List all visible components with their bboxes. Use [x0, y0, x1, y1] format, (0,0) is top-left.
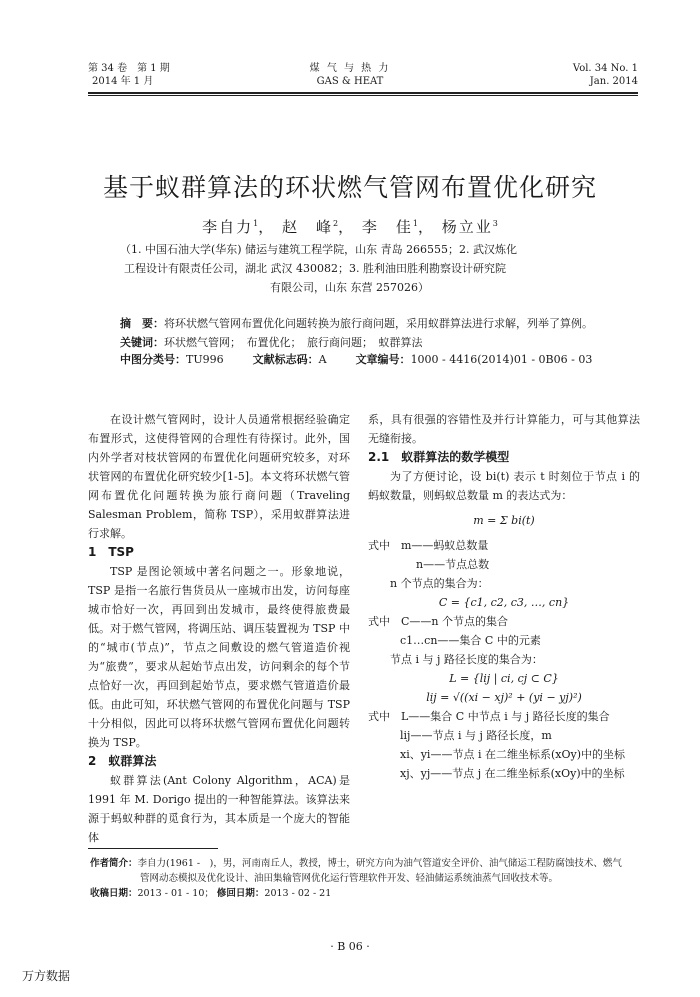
section-heading-1: 1 TSP	[88, 545, 134, 559]
author-list: 李自力$^1$， 赵 峰$^2$， 李 佳$^1$， 杨立业$^3$	[202, 218, 498, 236]
affiliation-line: 工程设计有限责任公司，湖北 武汉 430082；3. 胜利油田胜利勘察设计研究院	[124, 262, 506, 275]
doc-label: 文献标志码：	[252, 353, 319, 366]
footnote-rule	[88, 848, 218, 849]
author-bio-text: 李自力(1961 - )，男，河南南丘人，教授，博士，研究方向为油气管道安全评价、油气储运工程防腐蚀技术、燃气管网动态模拟及优化设计、油田集输管网优化运行管理软件开发、轻油储运系统油蒸气回收技术等。	[137, 858, 622, 884]
where-line: c1…cn——集合 C 中的元素	[400, 634, 541, 647]
author: 李自力$^1$	[202, 218, 259, 236]
model-paragraph: 为了方便讨论，设 bi(t) 表示 t 时刻位于节点 i 的蚂蚁数量，则蚂蚁总数量 m 的表达式为：	[368, 470, 640, 502]
clc-value: TU996	[186, 353, 224, 366]
author-bio-label: 作者简介：	[90, 858, 138, 869]
header-left-vol: 第 34 卷 第 1 期	[88, 63, 170, 74]
section-1-paragraph: TSP 是图论领域中著名问题之一。形象地说，TSP 是指一名旅行售货员从一座城市出发，访问每座城市恰好一次，再回到出发城市，最终使得旅费最低。对于燃气管网，将调压站、调压装置视为 TSP 中的“城市(节点)”，节点之间敷设的燃气管道造价视为“旅费”，要求从起始节点出发，访问剩余的每个节点恰好一次，再回到起始节点，要求燃气管道造价最低。由此可知，环状燃气管网的布置优化问题与 TSP 十分相似，因此可以将环状燃气管网布置优化问题转换为 TSP。	[88, 565, 350, 749]
revised-date: 2013 - 02 - 21	[264, 888, 332, 899]
right-column	[368, 410, 640, 783]
section-heading-2-1: 2.1 蚁群算法的数学模型	[368, 450, 510, 464]
where-line: 式中 C——n 个节点的集合	[368, 615, 508, 628]
keywords-label: 关键词：	[120, 336, 164, 349]
author: 李 佳$^1$	[361, 218, 418, 236]
affiliations	[120, 240, 600, 297]
continued-paragraph: 系，具有很强的容错性及并行计算能力，可与其他算法无缝衔接。	[368, 413, 640, 445]
page-number: · B 06 ·	[330, 940, 370, 953]
author-bio	[90, 856, 630, 886]
received-label: 收稿日期：	[90, 888, 138, 899]
paper-title: 基于蚁群算法的环状燃气管网布置优化研究	[102, 173, 597, 202]
section-2-paragraph: 蚁群算法(Ant Colony Algorithm，ACA)是 1991 年 M. Dorigo 提出的一种智能算法。该算法来源于蚂蚁种群的觅食行为，其本质是一个庞大的智能体	[88, 774, 350, 844]
dates	[90, 886, 630, 901]
article-value: 1000 - 4416(2014)01 - 0B06 - 03	[410, 353, 593, 366]
header-rule	[88, 92, 638, 94]
watermark: 万方数据	[22, 969, 71, 983]
where-line: 式中 m——蚂蚁总数量	[368, 539, 489, 552]
author: 赵 峰$^2$	[282, 218, 339, 236]
clc-label: 中图分类号：	[120, 353, 186, 366]
abstract-block	[90, 315, 620, 368]
equation-node-set: C = {c1, c2, c3, …, cn}	[438, 596, 570, 609]
affiliation-line: （1. 中国石油大学(华东) 储运与建筑工程学院，山东 青岛 266555；2. 武汉炼化	[120, 243, 518, 256]
intro-paragraph: 在设计燃气管网时，设计人员通常根据经验确定布置形式，这使得管网的合理性有待探讨。此外，国内外学者对枝状管网的布置优化问题研究较多，对环状管网的布置优化研究较少[1-5]。本文将环状燃气管网布置优化问题转换为旅行商问题（Traveling Salesman Problem，简称 TSP），采用蚁群算法进行求解。	[88, 413, 350, 540]
where-line: 式中 L——集合 C 中节点 i 与 j 路径长度的集合	[368, 710, 610, 723]
abstract-label: 摘 要：	[120, 317, 164, 330]
abstract	[90, 315, 620, 332]
node-set-paragraph: n 个节点的集合为：	[390, 577, 489, 590]
footnote	[90, 856, 630, 901]
header-rule-thin	[88, 95, 638, 96]
journal-name-en: GAS & HEAT	[316, 76, 384, 87]
header-right-vol: Vol. 34 No. 1	[572, 63, 638, 74]
abstract-text: 将环状燃气管网布置优化问题转换为旅行商问题，采用蚁群算法进行求解，列举了算例。	[164, 317, 593, 330]
keywords	[90, 334, 620, 351]
where-line: xj、yj——节点 j 在二维坐标系(xOy)中的坐标	[400, 767, 625, 780]
where-line: n——节点总数	[416, 558, 490, 571]
header-right-date: Jan. 2014	[589, 76, 638, 87]
where-line: xi、yi——节点 i 在二维坐标系(xOy)中的坐标	[400, 748, 625, 761]
revised-label: 修回日期：	[216, 888, 265, 899]
left-column	[88, 410, 350, 847]
header-left-date: 2014 年 1 月	[92, 76, 154, 87]
article-label: 文章编号：	[355, 353, 411, 366]
received-date: 2013 - 01 - 10；	[137, 888, 214, 899]
equation-ant-total: m = Σ bi(t)	[473, 514, 535, 527]
author: 杨立业$^3$	[441, 218, 498, 236]
equation-path-length: lij = √((xi − xj)² + (yi − yj)²)	[426, 691, 582, 704]
header-volume-en	[573, 62, 638, 88]
affiliation-line: 有限公司，山东 东营 257026）	[270, 281, 429, 294]
doc-value: A	[318, 353, 327, 366]
section-heading-2: 2 蚁群算法	[88, 754, 157, 768]
path-set-paragraph: 节点 i 与 j 路径长度的集合为：	[390, 653, 543, 666]
classification	[90, 351, 620, 368]
journal-name-cn: 煤 气 与 热 力	[309, 63, 391, 74]
where-line: lij——节点 i 与 j 路径长度，m	[400, 729, 552, 742]
keywords-text: 环状燃气管网； 布置优化； 旅行商问题； 蚁群算法	[164, 336, 423, 349]
equation-path-set: L = {lij | ci, cj ⊂ C}	[449, 672, 559, 685]
